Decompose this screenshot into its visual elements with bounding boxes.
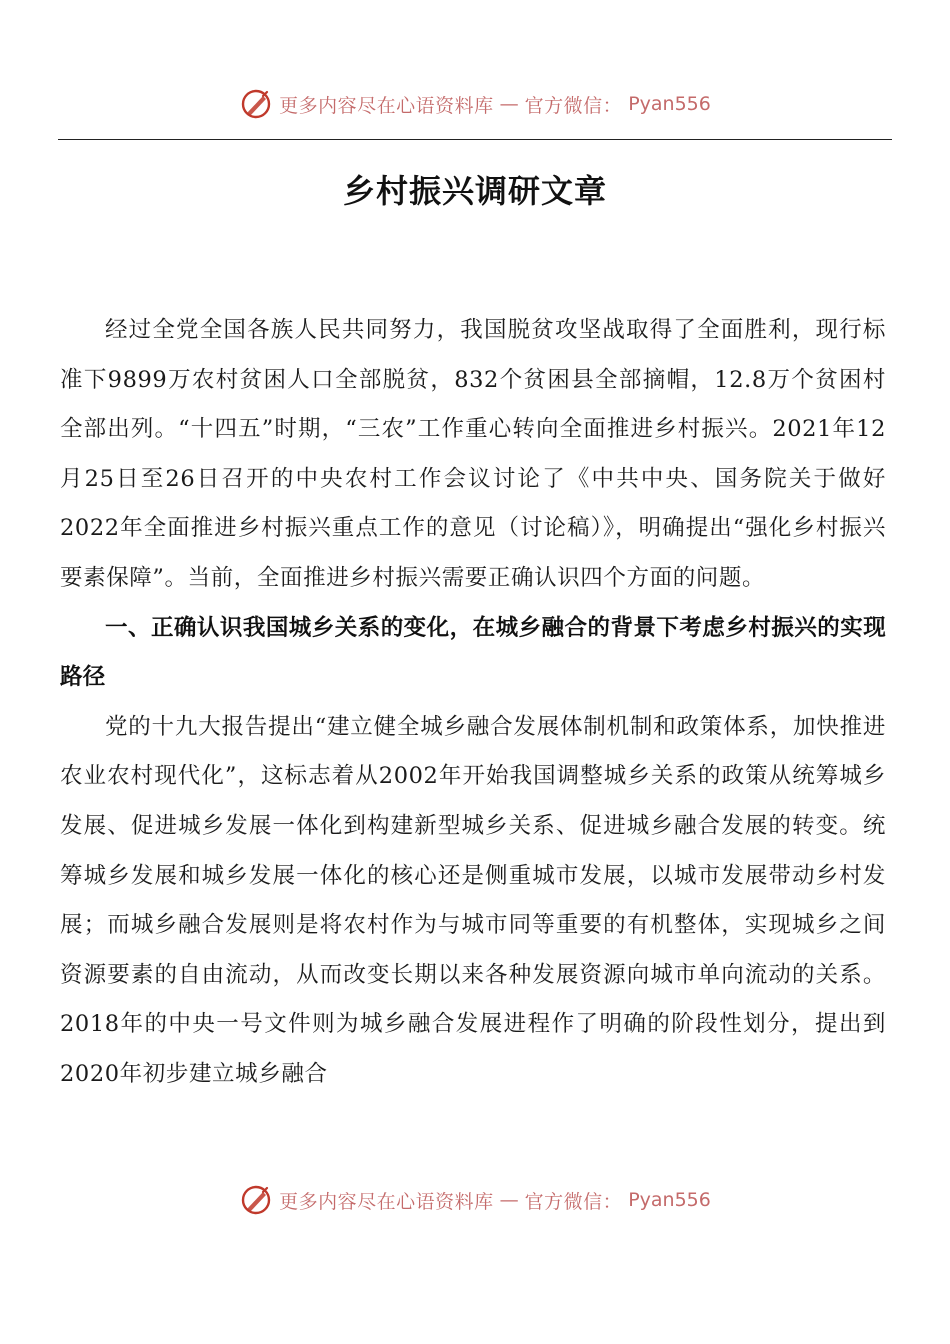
pen-circle-logo-icon bbox=[239, 1183, 273, 1217]
watermark-wechat-label: 官方微信： bbox=[524, 1190, 623, 1213]
footer-watermark bbox=[0, 1180, 950, 1220]
section-heading-1: 一、正确认识我国城乡关系的变化，在城乡融合的背景下考虑乡村振兴的实现路径 bbox=[60, 614, 886, 691]
watermark-separator: — bbox=[499, 1189, 519, 1211]
watermark-text: 更多内容尽在心语资料库 bbox=[279, 94, 494, 117]
document-title: 乡村振兴调研文章 bbox=[342, 172, 607, 210]
pen-circle-logo-icon bbox=[239, 87, 273, 121]
watermark-text: 更多内容尽在心语资料库 bbox=[279, 1190, 494, 1213]
header-watermark bbox=[0, 84, 950, 124]
watermark-wechat-id: Pyan556 bbox=[628, 1189, 711, 1211]
paragraph-section-1: 党的十九大报告提出“建立健全城乡融合发展体制机制和政策体系，加快推进农业农村现代化”，这标志着从2002年开始我国调整城乡关系的政策从统筹城乡发展、促进城乡发展一体化到构建新型城乡关系、促进城乡融合发展的转变。统筹城乡发展和城乡发展一体化的核心还是侧重城市发展，以城市发展带动乡村发展；而城乡融合发展则是将农村作为与城市同等重要的有机整体，实现城乡之间资源要素的自由流动，从而改变长期以来各种发展资源向城市单向流动的关系。2018年的中央一号文件则为城乡融合发展进程作了明确的阶段性划分，提出到2020年初步建立城乡融合 bbox=[60, 713, 886, 1087]
watermark-separator: — bbox=[499, 93, 519, 115]
header-rule bbox=[58, 139, 892, 140]
document-body bbox=[60, 306, 886, 1100]
watermark-wechat-id: Pyan556 bbox=[628, 93, 711, 115]
watermark-wechat-label: 官方微信： bbox=[524, 94, 623, 117]
paragraph-intro: 经过全党全国各族人民共同努力，我国脱贫攻坚战取得了全面胜利，现行标准下9899万农村贫困人口全部脱贫，832个贫困县全部摘帽，12.8万个贫困村全部出列。“十四五”时期，“三农”工作重心转向全面推进乡村振兴。2021年12月25日至26日召开的中央农村工作会议讨论了《中共中央、国务院关于做好2022年全面推进乡村振兴重点工作的意见（讨论稿）》，明确提出“强化乡村振兴要素保障”。当前，全面推进乡村振兴需要正确认识四个方面的问题。 bbox=[60, 317, 886, 591]
